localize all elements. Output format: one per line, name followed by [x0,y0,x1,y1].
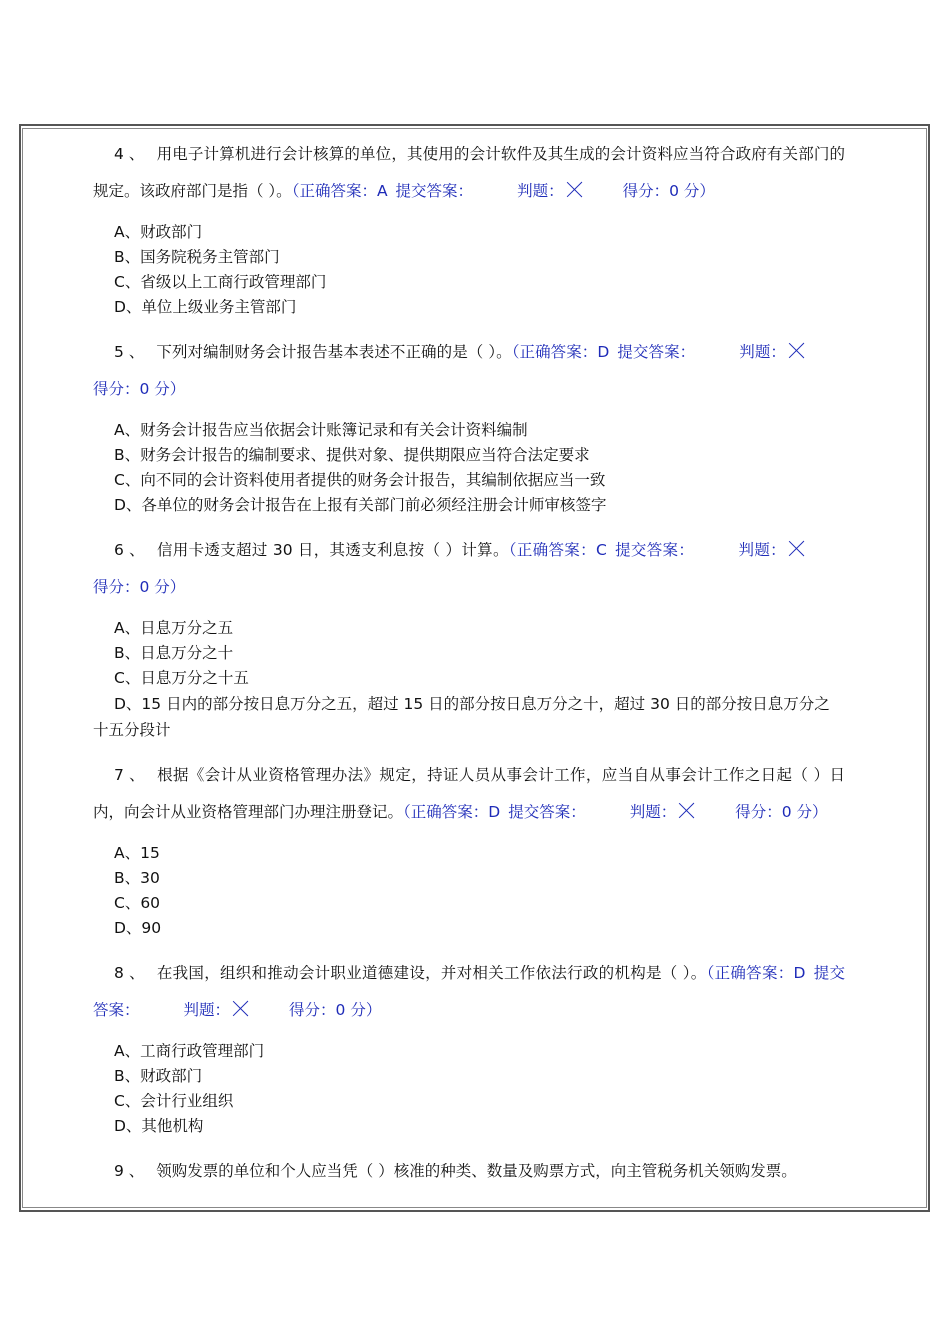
score: 得分：0 分） [735,803,828,821]
option: C、60 [114,894,161,912]
option: D、单位上级业务主管部门 [114,298,297,316]
option: D、90 [114,919,162,937]
option: B、财政部门 [114,1067,203,1085]
score: 得分：0 分） [622,182,715,200]
option-list [93,220,845,320]
score: 得分：0 分） [93,578,186,596]
wrong-mark-icon [232,1000,249,1017]
question-number: 4 、 [114,145,145,163]
option: B、国务院税务主管部门 [114,248,280,266]
answer-info [403,803,828,821]
answer-info [292,182,715,200]
option: A、财务会计报告应当依据会计账簿记录和有关会计资料编制 [114,421,528,439]
option: A、15 [114,844,160,862]
score: 得分：0 分） [289,1001,382,1019]
question-stem [93,334,845,408]
judge-label: 判题： [517,182,564,200]
question-4 [93,136,845,320]
question-text: 根据《会计从业资格管理办法》规定，持证人员从事会计工作，应当自从事会计工作之日起（ ）日内，向会计从业资格管理部门办理注册登记。 [93,766,845,821]
question-number: 8 、 [114,964,145,982]
option-list [93,1039,845,1139]
question-stem [93,136,845,210]
question-stem [93,1153,845,1190]
question-text: 在我国，组织和推动会计职业道德建设，并对相关工作依法行政的机构是（ ）。 [156,964,707,982]
option-list [93,616,845,743]
submitted-answer: 提交答案： [614,541,695,559]
option: D、其他机构 [114,1117,204,1135]
question-number: 9 、 [114,1162,145,1180]
question-number: 7 、 [114,766,146,784]
wrong-mark-icon [566,181,583,198]
question-8 [93,955,845,1139]
judge-label: 判题： [739,343,786,361]
option: B、财务会计报告的编制要求、提供对象、提供期限应当符合法定要求 [114,446,590,464]
correct-answer: （正确答案：C [508,541,607,559]
option: D、15 日内的部分按日息万分之五，超过 15 日的部分按日息万分之十，超过 30 日的部分按日息万分之十五分段计 [93,695,830,739]
score: 得分：0 分） [93,380,186,398]
question-stem [93,532,845,606]
option: C、会计行业组织 [114,1092,234,1110]
option: C、日息万分之十五 [114,669,249,687]
question-7 [93,757,845,941]
correct-answer: （正确答案：D [403,803,501,821]
correct-answer: （正确答案：D [511,343,610,361]
question-text: 领购发票的单位和个人应当凭（ ）核准的种类、数量及购票方式，向主管税务机关领购发票。 [156,1162,797,1180]
wrong-mark-icon [678,802,695,819]
question-text: 用电子计算机进行会计核算的单位，其使用的会计软件及其生成的会计资料应当符合政府有关部门的规定。该政府部门是指（ ）。 [93,145,845,200]
option-list [93,418,845,518]
question-9 [93,1153,845,1190]
question-stem [93,757,845,831]
option: D、各单位的财务会计报告在上报有关部门前必须经注册会计师审核签字 [114,496,607,514]
wrong-mark-icon [788,342,805,359]
submitted-answer: 提交答案： [617,343,696,361]
option: C、省级以上工商行政管理部门 [114,273,327,291]
judge-label: 判题： [738,541,786,559]
submitted-answer: 提交答案： [508,803,586,821]
question-list [93,136,845,1204]
correct-answer: （正确答案：D [706,964,806,982]
submitted-answer: 提交答案： [93,964,845,1019]
option: B、日息万分之十 [114,644,234,662]
judge-label: 判题： [183,1001,231,1019]
question-6 [93,532,845,743]
correct-answer: （正确答案：A [291,182,388,200]
option: A、工商行政管理部门 [114,1042,265,1060]
question-stem [93,955,845,1029]
submitted-answer: 提交答案： [395,182,474,200]
option: B、30 [114,869,160,887]
judge-label: 判题： [629,803,677,821]
option: A、日息万分之五 [114,619,234,637]
option-list [93,841,845,941]
wrong-mark-icon [788,540,805,557]
question-number: 5 、 [114,343,145,361]
question-text: 信用卡透支超过 30 日，其透支利息按（ ）计算。 [156,541,509,559]
option: C、向不同的会计资料使用者提供的财务会计报告，其编制依据应当一致 [114,471,606,489]
question-text: 下列对编制财务会计报告基本表述不正确的是（ ）。 [156,343,512,361]
question-number: 6 、 [114,541,145,559]
question-5 [93,334,845,518]
option: A、财政部门 [114,223,203,241]
